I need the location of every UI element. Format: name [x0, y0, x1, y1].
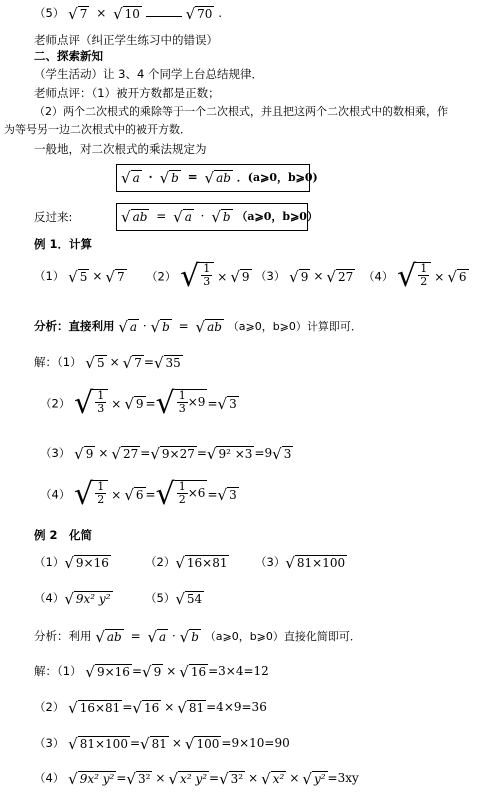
- dot-operator: ·: [148, 170, 153, 184]
- teacher-review-point-2: （2）两个二次根式的乘除等于一个二次根式，并且把这两个二次根式中的数相乘，作: [34, 105, 448, 118]
- reverse-label: 反过来:: [34, 210, 73, 224]
- section-heading: 二、探索新知: [34, 49, 103, 63]
- solution-1-4: （4） √ $\frac{1}{2}$ × √ 6 = √ $\frac{1}{2}$ ×6 = √ 3: [40, 477, 237, 512]
- example-2-problem-1: （1） √ 9×16: [34, 553, 109, 572]
- student-activity: （学生活动）让 3、4 个同学上台总结规律．: [34, 67, 263, 81]
- solution-2-2: （2） √ 16×81 = √ 16 × √ 81 =4×9=36: [34, 698, 267, 717]
- sqrt-expression: √ 10: [113, 4, 140, 23]
- example-1-problem-2: （2） √ $\frac{1}{3}$ × √ 9: [146, 259, 250, 294]
- example-2-problem-2: （2） √ 16×81: [145, 553, 228, 572]
- general-rule-intro: 一般地，对二次根式的乘法规定为: [34, 142, 207, 156]
- equals-sign: =: [156, 209, 167, 223]
- solution-1-2: （2） √ $\frac{1}{3}$ × √ 9 = √ $\frac{1}{3}$ ×9 = √ 3: [40, 386, 237, 421]
- reverse-rule-box: [116, 203, 318, 231]
- solution-2-1: 解：（1） √ 9×16 = √ 9 × √ 16 =3×4=12: [34, 662, 269, 681]
- question-5: [34, 4, 222, 22]
- question-label: （5）: [34, 6, 65, 20]
- analysis-2: 分析：利用 √ ab = √ a · √ b （a⩾0，b⩾0）直接化简即可．: [34, 627, 361, 646]
- answer-blank[interactable]: [146, 4, 182, 17]
- solution-2-3: （3） √ 81×100 = √ 81 × √ 100 =9×10=90: [34, 734, 290, 753]
- teacher-review-point-2-cont: 为等号另一边二次根式中的被开方数．: [4, 123, 191, 136]
- solution-2-4: （4） √ 9x² y² = √ 3² × √ x² y² = √ 3² × √ x² × √ y² =3xy: [34, 769, 359, 788]
- multiplication-rule-box: [116, 164, 318, 192]
- solution-1-3: （3） √ 9 × √ 27 = √ 9×27 = √ 9² ×3 =9 √ 3: [40, 444, 292, 463]
- sqrt-expression: √ b: [159, 168, 179, 187]
- times-sign: ×: [96, 6, 107, 20]
- teacher-review-heading: 老师点评（纠正学生练习中的错误）: [34, 33, 218, 47]
- problem-label: （2）: [146, 269, 177, 284]
- teacher-review-point-1: 老师点评：（1）被开方数都是正数；: [34, 86, 220, 100]
- example-2-title: 例 2 化简: [34, 528, 93, 542]
- example-2-problem-5: （5） √ 54: [145, 589, 203, 608]
- sqrt-expression: √ a: [173, 207, 192, 226]
- sqrt-expression: √ ab: [121, 207, 148, 226]
- problem-label: （4）: [363, 269, 394, 284]
- period: .: [218, 6, 223, 20]
- example-1-problem-3: （3） √ 9 × √ 27: [255, 267, 354, 286]
- solution-1-1: 解：（1） √ 5 × √ 7 = √ 35: [34, 353, 181, 372]
- sqrt-expression: √ 70: [185, 4, 213, 23]
- condition: ．(a⩾0，b⩾0): [236, 171, 318, 184]
- example-1-title: 例 1．计算: [34, 237, 93, 251]
- analysis-1: 分析：直接利用 √ a · √ b = √ ab （a⩾0，b⩾0）计算即可．: [34, 317, 362, 336]
- sqrt-expression: √ ab: [204, 168, 231, 187]
- problem-label: （3）: [255, 269, 286, 283]
- sqrt-expression: √ a: [121, 168, 140, 187]
- example-2-problem-4: （4） √ 9x² y²: [34, 589, 111, 608]
- sqrt-expression: √ 7: [68, 4, 88, 23]
- equals-sign: =: [187, 170, 198, 184]
- example-2-problem-3: （3） √ 81×100: [255, 553, 346, 572]
- problem-label: （1）: [34, 269, 65, 283]
- dot-operator: ·: [200, 209, 205, 223]
- condition: （a⩾0，b⩾0）: [236, 210, 318, 223]
- example-1-problem-4: （4） √ $\frac{1}{2}$ × √ 6: [363, 259, 467, 294]
- sqrt-expression: √ b: [211, 207, 231, 226]
- example-1-problems: （1） √ 5 × √ 7: [34, 267, 125, 286]
